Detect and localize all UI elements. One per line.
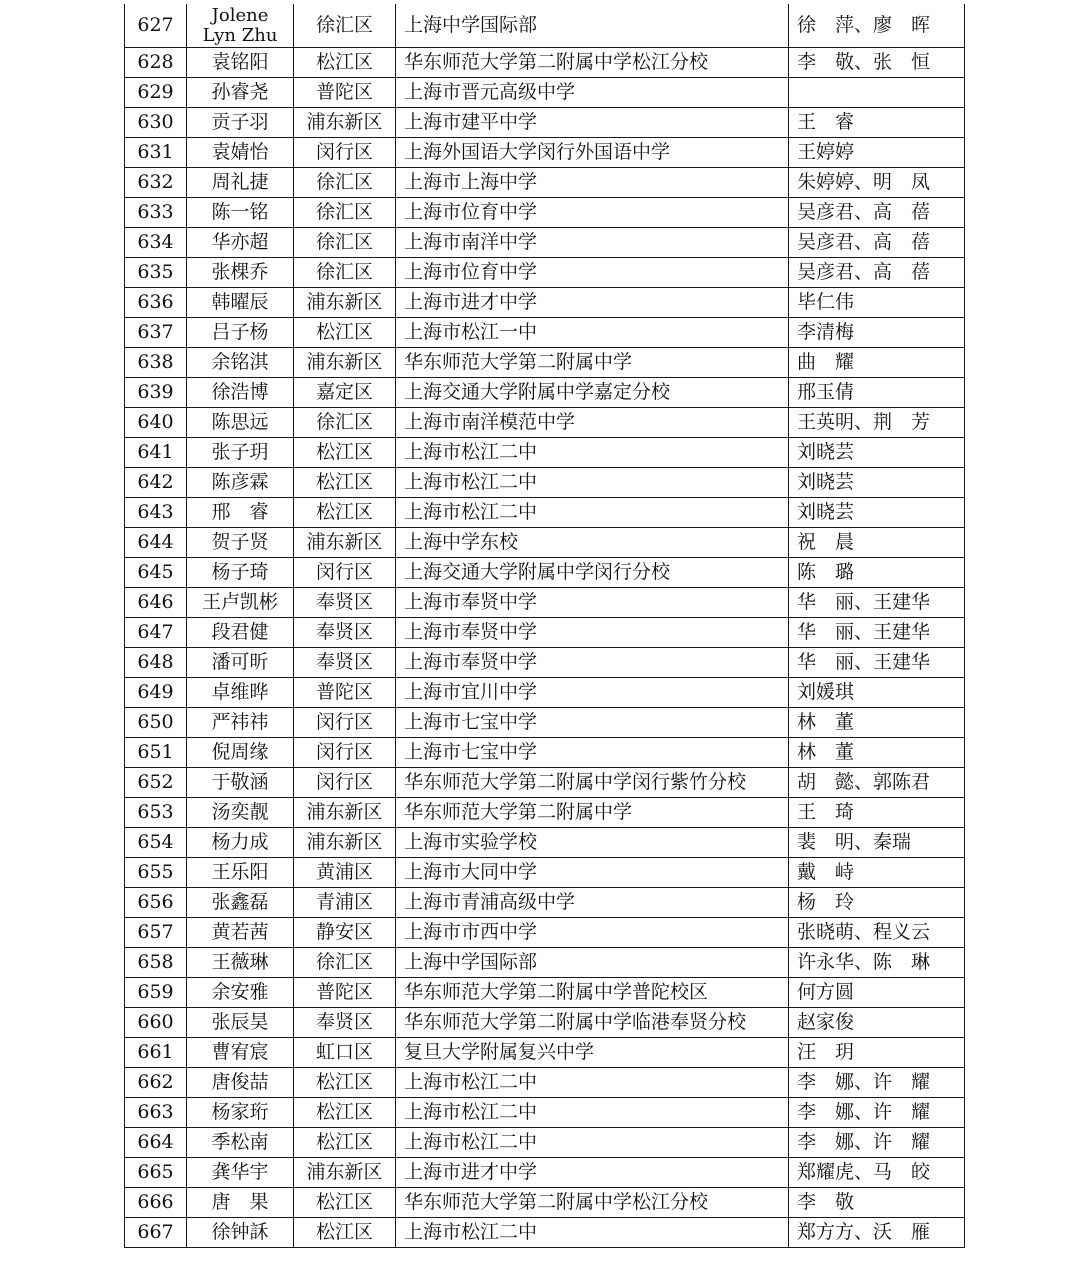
district-cell: 松江区 (294, 1098, 396, 1128)
row-number-cell: 651 (125, 738, 187, 768)
school-cell: 复旦大学附属复兴中学 (396, 1038, 789, 1068)
district-cell: 嘉定区 (294, 378, 396, 408)
student-name-cell: 潘可昕 (187, 648, 294, 678)
row-number-cell: 660 (125, 1008, 187, 1038)
district-cell: 松江区 (294, 468, 396, 498)
teacher-cell: 胡 懿、郭陈君 (789, 768, 965, 798)
table-row (125, 258, 965, 288)
school-cell: 华东师范大学第二附属中学 (396, 798, 789, 828)
student-name-cell: 余铭淇 (187, 348, 294, 378)
teacher-cell: 郑方方、沃 雁 (789, 1218, 965, 1248)
school-cell: 上海市松江二中 (396, 438, 789, 468)
row-number-cell: 665 (125, 1158, 187, 1188)
student-name-cell: 王卢凯彬 (187, 588, 294, 618)
district-cell: 徐汇区 (294, 228, 396, 258)
table-row (125, 798, 965, 828)
school-cell: 上海中学国际部 (396, 948, 789, 978)
school-cell: 上海市大同中学 (396, 858, 789, 888)
table-row (125, 978, 965, 1008)
table-row (125, 618, 965, 648)
teacher-cell: 李 敬、张 恒 (789, 48, 965, 78)
row-number-cell: 654 (125, 828, 187, 858)
student-name-cell: 季松南 (187, 1128, 294, 1158)
teacher-cell: 张晓萌、程义云 (789, 918, 965, 948)
district-cell: 奉贤区 (294, 588, 396, 618)
table-row (125, 1218, 965, 1248)
teacher-cell: 李 娜、许 耀 (789, 1128, 965, 1158)
district-cell: 青浦区 (294, 888, 396, 918)
school-cell: 上海市松江二中 (396, 1068, 789, 1098)
student-name-cell: 汤奕靓 (187, 798, 294, 828)
table-row (125, 678, 965, 708)
row-number-cell: 664 (125, 1128, 187, 1158)
row-number-cell: 661 (125, 1038, 187, 1068)
teacher-cell: 李 敬 (789, 1188, 965, 1218)
district-cell: 浦东新区 (294, 348, 396, 378)
district-cell: 奉贤区 (294, 618, 396, 648)
school-cell: 上海市奉贤中学 (396, 618, 789, 648)
student-name-line: Jolene (211, 4, 269, 26)
teacher-cell: 林 董 (789, 738, 965, 768)
award-list-page (124, 4, 964, 1248)
school-cell: 上海市位育中学 (396, 198, 789, 228)
student-name-cell: 段君健 (187, 618, 294, 648)
row-number-cell: 641 (125, 438, 187, 468)
teacher-cell: 祝 晨 (789, 528, 965, 558)
school-cell: 上海市松江二中 (396, 1128, 789, 1158)
teacher-cell: 刘晓芸 (789, 468, 965, 498)
table-row (125, 1098, 965, 1128)
district-cell: 徐汇区 (294, 198, 396, 228)
school-cell: 华东师范大学第二附属中学闵行紫竹分校 (396, 768, 789, 798)
teacher-cell: 华 丽、王建华 (789, 648, 965, 678)
school-cell: 上海市松江二中 (396, 468, 789, 498)
table-row (125, 378, 965, 408)
teacher-cell: 王英明、荆 芳 (789, 408, 965, 438)
school-cell: 上海市松江二中 (396, 1218, 789, 1248)
row-number-cell: 659 (125, 978, 187, 1008)
school-cell: 上海市实验学校 (396, 828, 789, 858)
school-cell: 上海外国语大学闵行外国语中学 (396, 138, 789, 168)
student-name-cell: 徐浩博 (187, 378, 294, 408)
teacher-cell: 吴彦君、高 蓓 (789, 228, 965, 258)
teacher-cell: 华 丽、王建华 (789, 618, 965, 648)
row-number-cell: 639 (125, 378, 187, 408)
school-cell: 上海中学国际部 (396, 4, 789, 48)
school-cell: 上海市七宝中学 (396, 738, 789, 768)
table-row (125, 4, 965, 48)
student-name-line: Lyn Zhu (202, 24, 278, 46)
table-row (125, 738, 965, 768)
row-number-cell: 666 (125, 1188, 187, 1218)
row-number-cell: 627 (125, 4, 187, 48)
student-name-cell: 邢 睿 (187, 498, 294, 528)
teacher-cell: 王婷婷 (789, 138, 965, 168)
row-number-cell: 634 (125, 228, 187, 258)
district-cell: 浦东新区 (294, 288, 396, 318)
teacher-cell: 华 丽、王建华 (789, 588, 965, 618)
table-row (125, 1158, 965, 1188)
district-cell: 松江区 (294, 48, 396, 78)
district-cell: 松江区 (294, 1128, 396, 1158)
student-name-cell: 唐俊喆 (187, 1068, 294, 1098)
student-name-cell: 张棵乔 (187, 258, 294, 288)
row-number-cell: 637 (125, 318, 187, 348)
teacher-cell (789, 78, 965, 108)
district-cell: 徐汇区 (294, 408, 396, 438)
district-cell: 松江区 (294, 498, 396, 528)
district-cell: 奉贤区 (294, 1008, 396, 1038)
table-row (125, 948, 965, 978)
table-row (125, 288, 965, 318)
student-name-cell: 唐 果 (187, 1188, 294, 1218)
table-row (125, 1188, 965, 1218)
student-name-cell: 袁婧怡 (187, 138, 294, 168)
teacher-cell: 李清梅 (789, 318, 965, 348)
row-number-cell: 662 (125, 1068, 187, 1098)
student-name-cell: 张子玥 (187, 438, 294, 468)
student-name-cell: 王乐阳 (187, 858, 294, 888)
district-cell: 徐汇区 (294, 4, 396, 48)
row-number-cell: 656 (125, 888, 187, 918)
student-name-cell: 黄若茜 (187, 918, 294, 948)
district-cell: 徐汇区 (294, 258, 396, 288)
table-row (125, 918, 965, 948)
district-cell: 闵行区 (294, 768, 396, 798)
student-name-cell: 杨子琦 (187, 558, 294, 588)
table-row (125, 528, 965, 558)
student-name-cell: 周礼捷 (187, 168, 294, 198)
table-row (125, 48, 965, 78)
teacher-cell: 王 琦 (789, 798, 965, 828)
student-name-cell: 余安雅 (187, 978, 294, 1008)
teacher-cell: 李 娜、许 耀 (789, 1068, 965, 1098)
row-number-cell: 630 (125, 108, 187, 138)
school-cell: 上海市市西中学 (396, 918, 789, 948)
student-name-cell: 倪周缘 (187, 738, 294, 768)
row-number-cell: 647 (125, 618, 187, 648)
school-cell: 华东师范大学第二附属中学临港奉贤分校 (396, 1008, 789, 1038)
row-number-cell: 657 (125, 918, 187, 948)
table-row (125, 888, 965, 918)
school-cell: 华东师范大学第二附属中学 (396, 348, 789, 378)
district-cell: 普陀区 (294, 78, 396, 108)
district-cell: 浦东新区 (294, 798, 396, 828)
teacher-cell: 林 董 (789, 708, 965, 738)
district-cell: 黄浦区 (294, 858, 396, 888)
student-name-cell: 张辰昊 (187, 1008, 294, 1038)
student-name-cell: 杨家珩 (187, 1098, 294, 1128)
teacher-cell: 朱婷婷、明 凤 (789, 168, 965, 198)
row-number-cell: 633 (125, 198, 187, 228)
school-cell: 上海市进才中学 (396, 288, 789, 318)
table-row (125, 828, 965, 858)
table-row (125, 588, 965, 618)
row-number-cell: 667 (125, 1218, 187, 1248)
table-row (125, 708, 965, 738)
district-cell: 浦东新区 (294, 108, 396, 138)
student-name-cell: 陈一铭 (187, 198, 294, 228)
table-row (125, 228, 965, 258)
teacher-cell: 吴彦君、高 蓓 (789, 258, 965, 288)
district-cell: 松江区 (294, 318, 396, 348)
row-number-cell: 644 (125, 528, 187, 558)
row-number-cell: 632 (125, 168, 187, 198)
student-name-cell: 贺子贤 (187, 528, 294, 558)
district-cell: 松江区 (294, 438, 396, 468)
table-row (125, 648, 965, 678)
school-cell: 上海市奉贤中学 (396, 648, 789, 678)
school-cell: 上海市建平中学 (396, 108, 789, 138)
row-number-cell: 649 (125, 678, 187, 708)
district-cell: 闵行区 (294, 558, 396, 588)
student-name-cell (187, 4, 294, 48)
teacher-cell: 刘晓芸 (789, 438, 965, 468)
table-row (125, 1068, 965, 1098)
teacher-cell: 郑耀虎、马 皎 (789, 1158, 965, 1188)
student-name-cell: 卓维晔 (187, 678, 294, 708)
district-cell: 普陀区 (294, 678, 396, 708)
row-number-cell: 640 (125, 408, 187, 438)
teacher-cell: 刘晓芸 (789, 498, 965, 528)
teacher-cell: 赵家俊 (789, 1008, 965, 1038)
table-row (125, 198, 965, 228)
student-name-cell: 韩曜辰 (187, 288, 294, 318)
teacher-cell: 邢玉倩 (789, 378, 965, 408)
table-row (125, 348, 965, 378)
student-name-cell: 王薇琳 (187, 948, 294, 978)
school-cell: 上海市南洋模范中学 (396, 408, 789, 438)
row-number-cell: 636 (125, 288, 187, 318)
table-row (125, 168, 965, 198)
school-cell: 上海市南洋中学 (396, 228, 789, 258)
teacher-cell: 吴彦君、高 蓓 (789, 198, 965, 228)
row-number-cell: 629 (125, 78, 187, 108)
student-name-cell: 吕子杨 (187, 318, 294, 348)
student-name-cell: 陈彦霖 (187, 468, 294, 498)
school-cell: 上海市晋元高级中学 (396, 78, 789, 108)
school-cell: 上海市宜川中学 (396, 678, 789, 708)
table-row (125, 318, 965, 348)
school-cell: 上海交通大学附属中学闵行分校 (396, 558, 789, 588)
teacher-cell: 徐 萍、廖 晖 (789, 4, 965, 48)
row-number-cell: 652 (125, 768, 187, 798)
district-cell: 普陀区 (294, 978, 396, 1008)
table-row (125, 1008, 965, 1038)
student-name-cell: 华亦超 (187, 228, 294, 258)
school-cell: 上海市松江一中 (396, 318, 789, 348)
teacher-cell: 王 睿 (789, 108, 965, 138)
teacher-cell: 裴 明、秦瑞 (789, 828, 965, 858)
row-number-cell: 653 (125, 798, 187, 828)
student-name-cell: 陈思远 (187, 408, 294, 438)
district-cell: 浦东新区 (294, 828, 396, 858)
school-cell: 上海市位育中学 (396, 258, 789, 288)
row-number-cell: 638 (125, 348, 187, 378)
table-row (125, 1128, 965, 1158)
row-number-cell: 635 (125, 258, 187, 288)
student-name-cell: 孙睿尧 (187, 78, 294, 108)
district-cell: 松江区 (294, 1068, 396, 1098)
student-name-cell: 曹宥宸 (187, 1038, 294, 1068)
teacher-cell: 杨 玲 (789, 888, 965, 918)
row-number-cell: 646 (125, 588, 187, 618)
district-cell: 闵行区 (294, 738, 396, 768)
district-cell: 浦东新区 (294, 1158, 396, 1188)
teacher-cell: 毕仁伟 (789, 288, 965, 318)
school-cell: 上海市奉贤中学 (396, 588, 789, 618)
student-name-cell: 龚华宇 (187, 1158, 294, 1188)
school-cell: 上海市青浦高级中学 (396, 888, 789, 918)
row-number-cell: 645 (125, 558, 187, 588)
row-number-cell: 628 (125, 48, 187, 78)
district-cell: 松江区 (294, 1188, 396, 1218)
table-row (125, 78, 965, 108)
row-number-cell: 648 (125, 648, 187, 678)
district-cell: 静安区 (294, 918, 396, 948)
row-number-cell: 642 (125, 468, 187, 498)
table-row (125, 498, 965, 528)
district-cell: 徐汇区 (294, 168, 396, 198)
school-cell: 华东师范大学第二附属中学普陀校区 (396, 978, 789, 1008)
student-name-cell: 杨力成 (187, 828, 294, 858)
student-name-cell: 徐钟訸 (187, 1218, 294, 1248)
student-name-cell: 于敬涵 (187, 768, 294, 798)
teacher-cell: 曲 耀 (789, 348, 965, 378)
school-cell: 上海中学东校 (396, 528, 789, 558)
row-number-cell: 631 (125, 138, 187, 168)
district-cell: 浦东新区 (294, 528, 396, 558)
teacher-cell: 刘媛琪 (789, 678, 965, 708)
table-row (125, 858, 965, 888)
teacher-cell: 汪 玥 (789, 1038, 965, 1068)
table-row (125, 138, 965, 168)
school-cell: 上海市松江二中 (396, 1098, 789, 1128)
teacher-cell: 何方圆 (789, 978, 965, 1008)
table-row (125, 408, 965, 438)
table-row (125, 468, 965, 498)
teacher-cell: 陈 璐 (789, 558, 965, 588)
school-cell: 上海市进才中学 (396, 1158, 789, 1188)
table-row (125, 1038, 965, 1068)
school-cell: 华东师范大学第二附属中学松江分校 (396, 1188, 789, 1218)
table-row (125, 108, 965, 138)
school-cell: 上海市松江二中 (396, 498, 789, 528)
table-row (125, 438, 965, 468)
school-cell: 上海交通大学附属中学嘉定分校 (396, 378, 789, 408)
row-number-cell: 643 (125, 498, 187, 528)
table-row (125, 768, 965, 798)
teacher-cell: 许永华、陈 琳 (789, 948, 965, 978)
award-table (124, 4, 965, 1248)
school-cell: 上海市上海中学 (396, 168, 789, 198)
award-table-body (125, 4, 965, 1248)
teacher-cell: 戴 峙 (789, 858, 965, 888)
school-cell: 上海市七宝中学 (396, 708, 789, 738)
student-name-cell: 张鑫磊 (187, 888, 294, 918)
table-row (125, 558, 965, 588)
teacher-cell: 李 娜、许 耀 (789, 1098, 965, 1128)
school-cell: 华东师范大学第二附属中学松江分校 (396, 48, 789, 78)
student-name-cell: 袁铭阳 (187, 48, 294, 78)
student-name-cell: 严祎祎 (187, 708, 294, 738)
district-cell: 闵行区 (294, 708, 396, 738)
student-name-cell: 贡子羽 (187, 108, 294, 138)
district-cell: 松江区 (294, 1218, 396, 1248)
row-number-cell: 658 (125, 948, 187, 978)
district-cell: 虹口区 (294, 1038, 396, 1068)
row-number-cell: 650 (125, 708, 187, 738)
district-cell: 徐汇区 (294, 948, 396, 978)
district-cell: 奉贤区 (294, 648, 396, 678)
row-number-cell: 655 (125, 858, 187, 888)
district-cell: 闵行区 (294, 138, 396, 168)
row-number-cell: 663 (125, 1098, 187, 1128)
